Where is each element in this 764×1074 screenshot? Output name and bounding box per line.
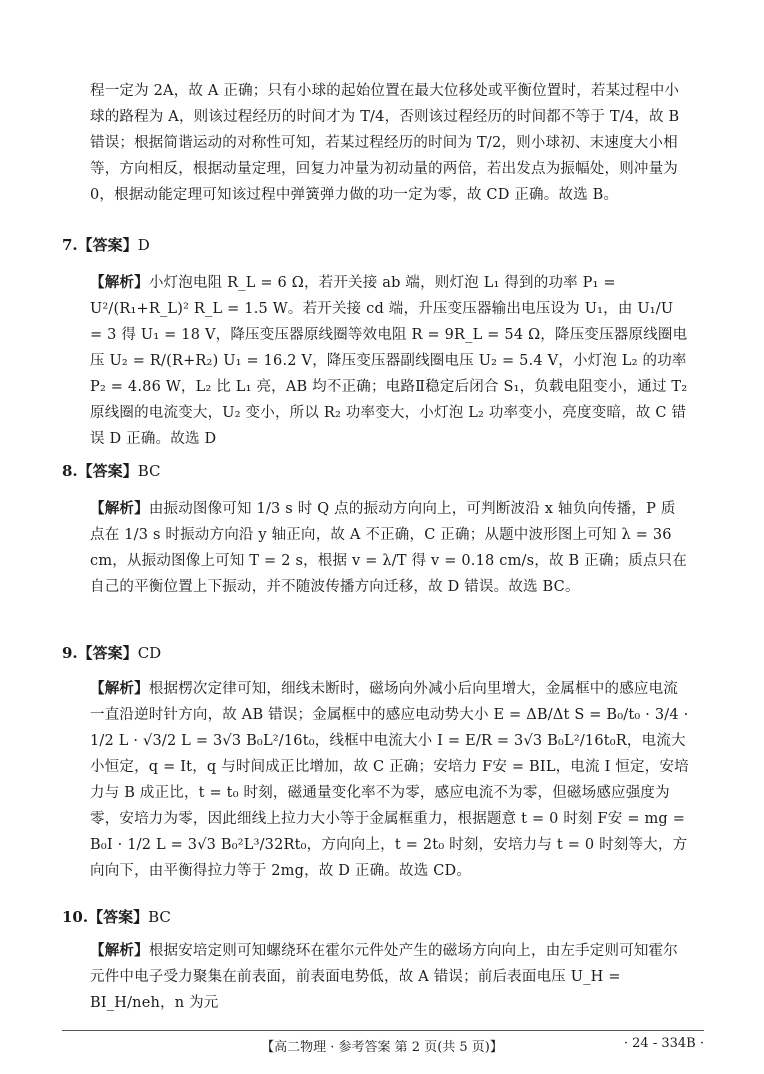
q7-analysis bbox=[90, 270, 690, 495]
q7-analysis-tag: 【解析】 bbox=[90, 274, 149, 291]
q10-analysis-text: 根据安培定则可知螺绕环在霍尔元件处产生的磁场方向向上，由左手定则可知霍尔元件中电子受力聚集在前表面，前表面电势低，故 A 错误；前后表面电压 U_H = BI_H/neh，n 为元 bbox=[90, 943, 679, 1011]
q9-answer: CD bbox=[137, 644, 162, 662]
intro-paragraph bbox=[90, 78, 690, 230]
q10-heading bbox=[62, 906, 171, 928]
q8-analysis-text: 由振动图像可知 1/3 s 时 Q 点的振动方向向上，可判断波沿 x 轴负向传播，P 质点在 1/3 s 时振动方向沿 y 轴正向，故 A 不正确，C 正确；从题中波形图上可知 λ = 36 cm，从振动图像上可知 T = 2 s，根据 v = λ/T 得 v = 0.18 cm/s，故 B 正确；质点只在自己的平衡位置上下振动，并不随波传播方向迁移，故 D 错误。故选 BC。 bbox=[90, 501, 688, 595]
page-footer bbox=[0, 1036, 764, 1058]
q9-answer-tag: 【答案】 bbox=[77, 644, 138, 662]
q7-heading bbox=[62, 234, 150, 256]
q7-analysis-text: 小灯泡电阻 R_L = 6 Ω，若开关接 ab 端，则灯泡 L₁ 得到的功率 P₁ = U²/(R₁+R_L)² R_L = 1.5 W。若开关接 cd 端，升压变压器输出电压设为 U₁，由 U₁/U = 3 得 U₁ = 18 V，降压变压器原线圈等效电阻 R = 9R_L = 54 Ω，降压变压器原线圈电压 U₂ = R/(R+R₂) U₁ = 16.2 V，降压变压器副线圈电压 U₂ = 5.4 V，小灯泡 L₂ 的功率 P₂ = 4.86 W，L₂ 比 L₁ 亮，AB 均不正确；电路Ⅱ稳定后闭合 S₁，负载电阻变小，通过 T₂ 原线圈的电流变大，U₂ 变小，所以 R₂ 功率变大，小灯泡 L₂ 功率变小，亮度变暗，故 C 错误 D 正确。故选 D bbox=[90, 275, 688, 447]
q10-analysis-tag: 【解析】 bbox=[90, 942, 149, 959]
footer-page-info: 【高二物理 · 参考答案 第 2 页(共 5 页)】 bbox=[261, 1040, 503, 1055]
q9-analysis-text: 根据楞次定律可知，细线未断时，磁场向外减小后向里增大，金属框中的感应电流一直沿逆时针方向，故 AB 错误；金属框中的感应电动势大小 E = ΔB/Δt S = B₀/t₀ · 3/4 · 1/2 L · √3/2 L = 3√3 B₀L²/16t₀，线框中电流大小 I = E/R = 3√3 B₀L²/16t₀R，电流大小恒定，q = It，q 与时间成正比增加，故 C 正确；安培力 F安 = BIL，电流 I 恒定，安培力与 B 成正比，t = t₀ 时刻，磁通量变化率不为零，感应电流不为零，但磁场感应强度为零，安培力为零，因此细线上拉力大小等于金属框重力，根据题意 t = 0 时刻 F安 = mg = B₀I · 1/2 L = 3√3 B₀²L³/32Rt₀，方向向上，t = 2t₀ 时刻，安培力与 t = 0 时刻等大，方向向下，由平衡得拉力等于 2mg，故 D 正确。故选 CD。 bbox=[90, 681, 689, 879]
q8-analysis-tag: 【解析】 bbox=[90, 500, 149, 517]
q7-answer: D bbox=[137, 236, 150, 254]
q10-answer-tag: 【答案】 bbox=[88, 908, 149, 926]
q8-heading bbox=[62, 460, 160, 482]
q8-answer-tag: 【答案】 bbox=[77, 462, 138, 480]
q10-answer: BC bbox=[148, 908, 171, 926]
q8-analysis bbox=[90, 496, 690, 646]
q8-answer: BC bbox=[137, 462, 161, 480]
q9-heading bbox=[62, 642, 161, 664]
q9-analysis bbox=[90, 676, 690, 906]
q7-number: 7. bbox=[62, 236, 78, 254]
footer-doc-code: · 24 - 334B · bbox=[623, 1036, 704, 1051]
q9-number: 9. bbox=[62, 644, 78, 662]
q8-number: 8. bbox=[62, 462, 78, 480]
q10-number: 10. bbox=[62, 908, 89, 926]
q9-analysis-tag: 【解析】 bbox=[90, 680, 149, 697]
footer-divider bbox=[62, 1030, 704, 1031]
intro-text: 程一定为 2A，故 A 正确；只有小球的起始位置在最大位移处或平衡位置时，若某过程中小球的路程为 A，则该过程经历的时间才为 T/4，否则该过程经历的时间都不等于 T/4，故 B 错误；根据简谐运动的对称性可知，若某过程经历的时间为 T/2，则小球初、末速度大小相等，方向相反，根据动量定理，回复力冲量为初动量的两倍，若出发点为振幅处，则冲量为 0，根据动能定理可知该过程中弹簧弹力做的功一定为零，故 CD 正确。故选 B。 bbox=[90, 83, 680, 203]
q10-analysis bbox=[90, 938, 690, 1018]
q7-answer-tag: 【答案】 bbox=[77, 236, 138, 254]
